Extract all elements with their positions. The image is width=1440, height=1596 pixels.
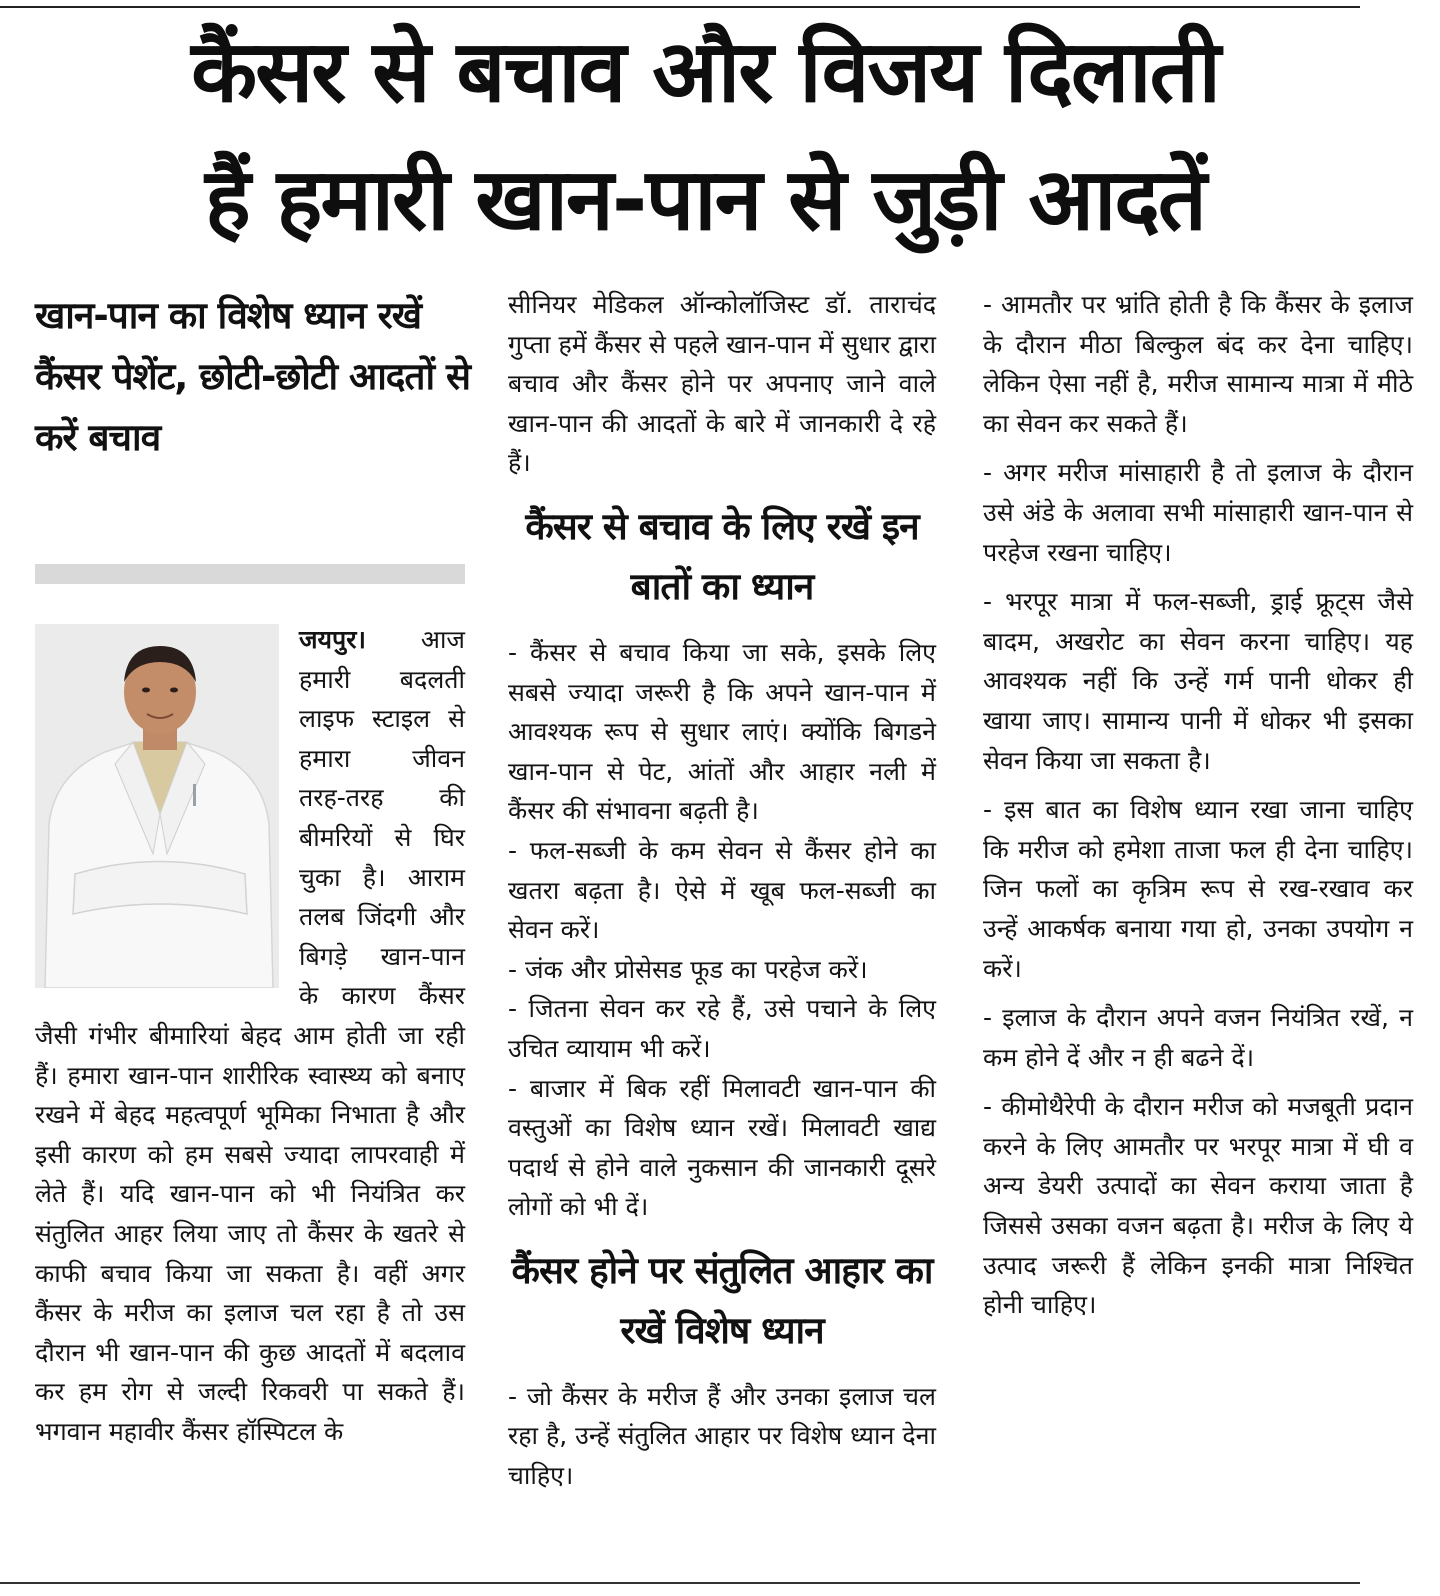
diet-point: - अगर मरीज मांसाहारी है तो इलाज के दौरान उसे अंडे के अलावा सभी मांसाहारी खान-पान से परहेज रखना चाहिए।	[983, 458, 1413, 567]
doctor-portrait-illustration	[35, 624, 279, 988]
diet-point: - इस बात का विशेष ध्यान रखा जाना चाहिए कि मरीज को हमेशा ताजा फल ही देना चाहिए। जिन फलों का कृत्रिम रूप से रख-रखाव कर उन्हें आकर्षक बनाया गया हो, उनका उपयोग न करें।	[983, 795, 1413, 983]
subhead-prevention: कैंसर से बचाव के लिए रखें इन बातों का ध्यान	[525, 504, 919, 608]
headline-line-2: हैं हमारी खान-पान से जुड़ी आदतें	[205, 150, 1205, 250]
article-column-3	[983, 285, 1413, 1335]
headline-line-1: कैंसर से बचाव और विजय दिलाती	[191, 22, 1219, 122]
top-rule	[0, 6, 1360, 8]
diet-point: - कीमोथैरेपी के दौरान मरीज को मजबूती प्रदान करने के लिए आमतौर पर भरपूर मात्रा में घी व अन्य डेयरी उत्पादों का सेवन कराया जाता है जिससे उसका वजन बढ़ता है। मरीज के लिए ये उत्पाद जरूरी हैं लेकिन इनकी मात्रा निश्चित होनी चाहिए।	[983, 1092, 1413, 1320]
bottom-rule	[0, 1582, 1360, 1584]
prevention-point: - जंक और प्रोसेसड फूड का परहेज करें।	[508, 954, 868, 984]
column-1-body: आज हमारी बदलती लाइफ स्टाइल से हमारा जीवन तरह-तरह की बीमरियों से घिर चुका है। आराम तलब जिंदगी और बिगड़े खान-पान के कारण कैंसर जैसी गंभीर बीमारियां बेहद आम होती जा रही हैं। हमारा खान-पान शारीरिक स्वास्थ्य को बनाए रखने में बेहद महत्वपूर्ण भूमिका निभाता है और इसी कारण को हम सबसे ज्यादा लापरवाही में लेते हैं। यदि खान-पान को भी नियंत्रित कर संतुलित आहर लिया जाए तो कैंसर के खतरे से काफी बचाव किया जा सकता है। वहीं अगर कैंसर के मरीज का इलाज चल रहा है तो उस दौरान भी खान-पान की कुछ आदतों में बदलाव कर हम रोग से जल्दी रिकवरी पा सकते हैं। भगवान महावीर कैंसर हॉस्पिटल के	[35, 625, 465, 1446]
diet-point: - आमतौर पर भ्रांति होती है कि कैंसर के इलाज के दौरान मीठा बिल्कुल बंद कर देना चाहिए। लेकिन ऐसा नहीं है, मरीज सामान्य मात्रा में मीठे का सेवन कर सकते हैं।	[983, 290, 1413, 438]
diet-point: - जो कैंसर के मरीज हैं और उनका इलाज चल रहा है, उन्हें संतुलित आहार पर विशेष ध्यान देना चाहिए।	[508, 1381, 936, 1491]
doctor-photo	[35, 624, 279, 988]
diet-point: - इलाज के दौरान अपने वजन नियंत्रित रखें, न कम होने दें और न ही बढने दें।	[983, 1003, 1413, 1072]
prevention-point: - फल-सब्जी के कम सेवन से कैंसर होने का खतरा बढ़ता है। ऐसे में खूब फल-सब्जी का सेवन करें।	[508, 835, 936, 945]
prevention-point: - बाजार में बिक रहीं मिलावटी खान-पान की वस्तुओं का विशेष ध्यान रखें। मिलावटी खाद्य पदार्थ से होने वाले नुकसान की जानकारी दूसरे लोगों को भी दें।	[508, 1073, 936, 1222]
prevention-point: - कैंसर से बचाव किया जा सके, इसके लिए सबसे ज्यादा जरूरी है कि अपने खान-पान में आवश्यक रूप से सुधार लाएं। क्योंकि बिगडने खान-पान से पेट, आंतों और आहार नली में कैंसर की संभावना बढ़ती है।	[508, 637, 936, 826]
column-2-intro: सीनियर मेडिकल ऑन्कोलॉजिस्ट डॉ. ताराचंद गुप्ता हमें कैंसर से पहले खान-पान में सुधार द्वारा बचाव और कैंसर होने पर अपनाए जाने वाले खान-पान की आदतों के बारे में जानकारी दे रहे हैं।	[508, 290, 936, 478]
deck-subheadline: खान-पान का विशेष ध्यान रखें कैंसर पेशेंट, छोटी-छोटी आदतों से करें बचाव	[35, 294, 470, 459]
article-column-2	[508, 285, 936, 1496]
prevention-point: - जितना सेवन कर रहे हैं, उसे पचाने के लिए उचित व्यायाम भी करें।	[508, 994, 936, 1063]
subhead-balanced-diet: कैंसर होने पर संतुलित आहार का रखें विशेष ध्यान	[511, 1248, 933, 1352]
diet-point: - भरपूर मात्रा में फल-सब्जी, ड्राई फ्रूट्स जैसे बादम, अखरोट का सेवन करना चाहिए। यह आवश्यक नहीं कि उन्हें गर्म पानी धोकर ही खाया जाए। सामान्य पानी में धोकर भी इसका सेवन किया जा सकता है।	[983, 587, 1413, 775]
dateline: जयपुर।	[299, 625, 366, 654]
article-column-1	[35, 620, 465, 1451]
deck-divider-bar	[35, 564, 465, 584]
